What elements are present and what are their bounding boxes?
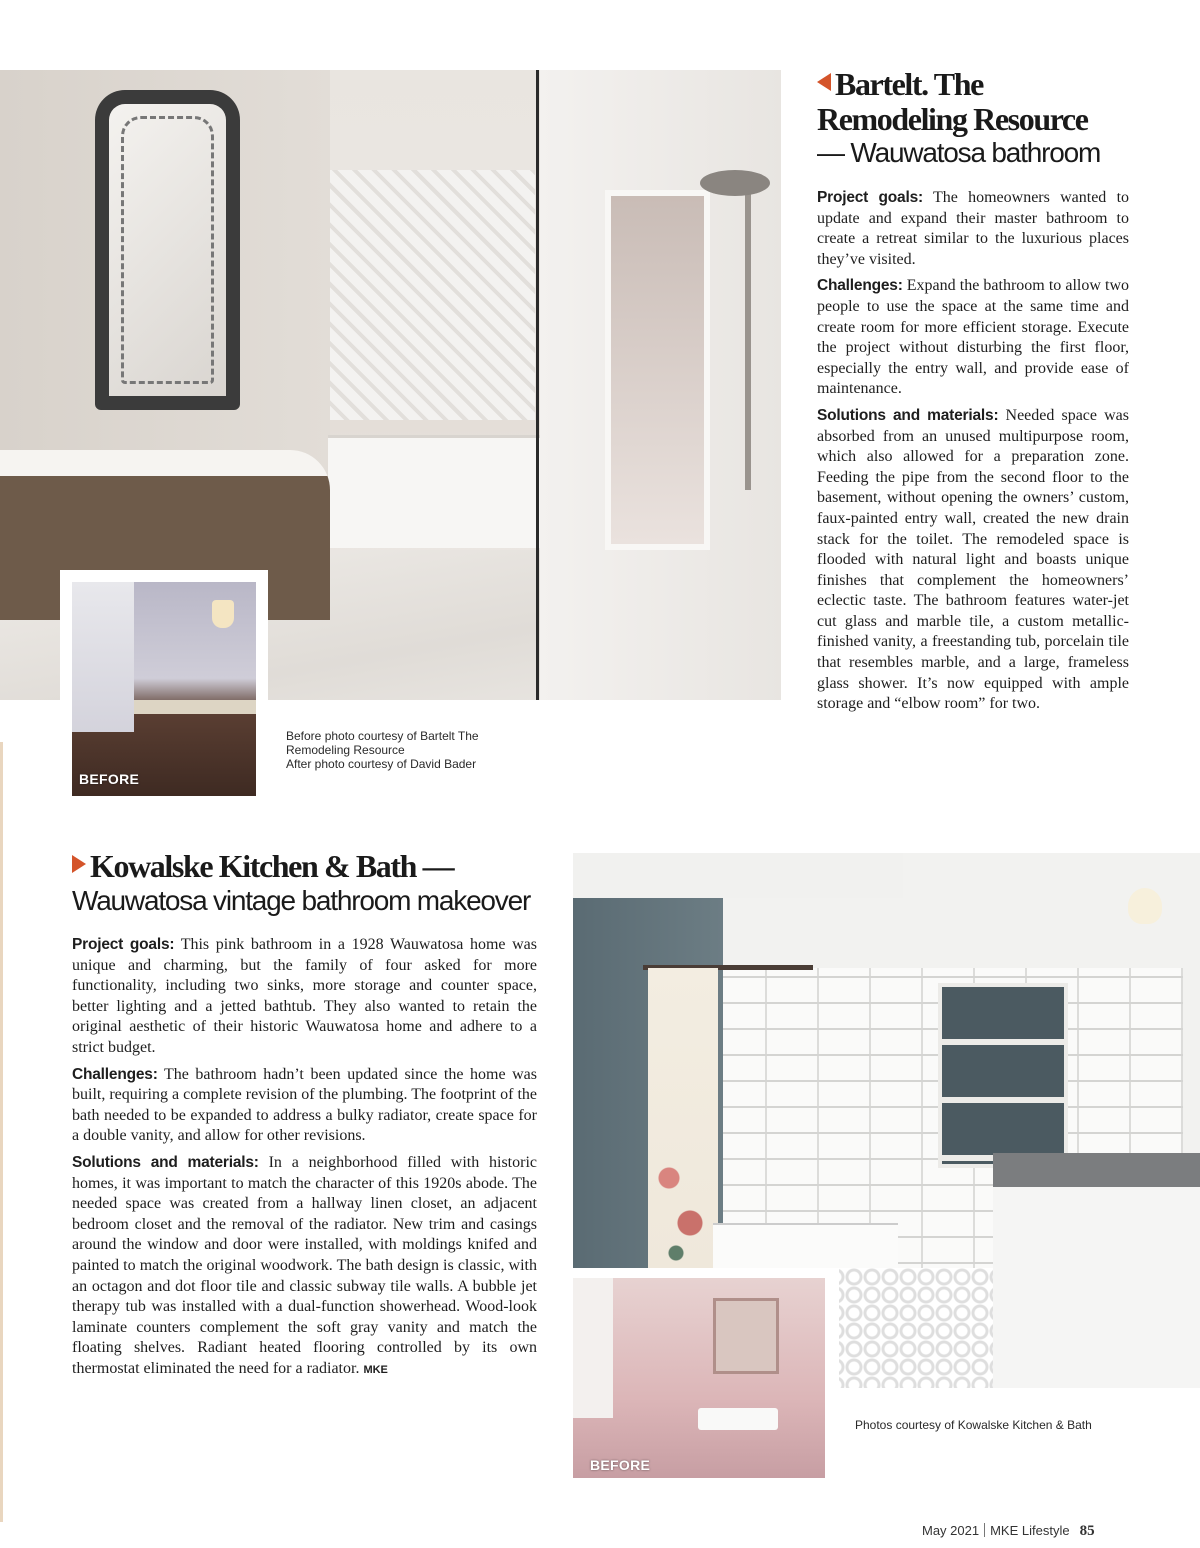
paragraph-text: In a neighborhood filled with historic homes, it was important to match the character of this 1920s abode. The needed space was created from a hallway linen closet, an adjacent bedroom closet and the removal of the radiator. New trim and casings around the window and door were installed, with moldings knifed and painted to match the original woodwork. The bath design is classic, with an octagon and dot floor tile and classic subway tile walls. A bubble jet therapy tub was installed with a dual-function showerhead. Wood-look laminate counters complement the soft gray vanity and match the floating shelves. Radiant heated flooring controlled by its own thermostat eliminated the need for a radiator.: [72, 1153, 538, 1377]
paragraph-text: The homeowners wanted to update and expand their master bathroom to create a retreat similar to the luxurious places they’ve visited.: [817, 189, 1130, 268]
showerhead: [700, 170, 770, 196]
pedestal-sink: [698, 1408, 778, 1430]
before-label: BEFORE: [79, 771, 140, 787]
lead-label: Challenges:: [72, 1065, 158, 1083]
page-edge-strip: [0, 742, 3, 1522]
divider: [984, 1523, 985, 1537]
floral-shower-curtain: [648, 968, 718, 1268]
lead-label: Project goals:: [817, 189, 923, 206]
section-title-bartelt-line2: Remodeling Resource: [817, 101, 1088, 137]
triangle-right-icon: [72, 855, 86, 873]
sconce: [212, 600, 234, 628]
before-label: BEFORE: [590, 1457, 651, 1473]
section-subtitle-kowalske: Wauwatosa vintage bathroom makeover: [72, 885, 531, 916]
section-subtitle-bartelt: — Wauwatosa bathroom: [817, 137, 1101, 168]
triangle-left-icon: [817, 73, 831, 91]
section-title-kowalske: [72, 848, 453, 884]
paragraph-project-goals: [817, 188, 1129, 270]
before-photo-bartelt: [60, 570, 268, 802]
wall-sconce: [1128, 888, 1162, 924]
section-title-bartelt: [817, 66, 983, 102]
floating-shelves-niche: [938, 983, 1068, 1168]
page-footer: [922, 1523, 1095, 1540]
end-signature: MKE: [363, 1363, 388, 1376]
issue-date: May 2021: [922, 1523, 980, 1538]
lead-label: Challenges:: [817, 277, 903, 295]
magazine-name: MKE Lifestyle: [990, 1523, 1070, 1538]
mirror: [713, 1298, 779, 1374]
page-number: 85: [1079, 1523, 1095, 1539]
window: [72, 582, 134, 732]
title-line-1: Bartelt. The: [835, 66, 983, 102]
frosted-glass-door: [605, 190, 710, 550]
freestanding-tub: [328, 435, 543, 548]
before-photo-image: [573, 1278, 825, 1478]
window: [573, 1278, 613, 1418]
glass-shower-frame: [536, 70, 539, 700]
paragraph-text: Expand the bathroom to allow two people to use the space at the same time and create room for more efficient storage. Execute the project without disturbing the first floor, especially the entry wall, and provide ease of maintenance.: [817, 277, 1130, 398]
lead-label: Solutions and materials:: [817, 406, 999, 424]
title-text: Kowalske Kitchen & Bath —: [90, 848, 454, 884]
paragraph-solutions: [817, 406, 1129, 715]
ceiling: [573, 853, 903, 898]
paragraph-challenges: [817, 276, 1129, 400]
gray-vanity: [993, 1153, 1200, 1388]
paragraph-project-goals: [72, 935, 537, 1059]
lead-label: Solutions and materials:: [72, 1153, 259, 1171]
paragraph-solutions: [72, 1153, 537, 1381]
article-body-kowalske: [72, 935, 537, 1386]
paragraph-text: Needed space was absorbed from an unused multipurpose room, which also allowed for a preparation zone. Feeding the pipe from the second floor to the basement, without opening the owners’ custom, faux-painted entry wall, created the new drain stack for the toilet. The remodeled space is flooded with natural light and boasts unique finishes that complement the homeowners’ eclectic taste. The bathroom features water-jet cut glass and marble tile, a custom metallic-finished vanity, a freestanding tub, porcelain tile that resembles marble, and a large, frameless glass shower. It’s now equipped with ample storage and “elbow room” for two.: [817, 406, 1129, 713]
venetian-mirror: [95, 90, 240, 410]
photo-credit-caption: [286, 729, 526, 771]
lead-label: Project goals:: [72, 936, 175, 953]
caption-line: Remodeling Resource: [286, 743, 405, 757]
jetted-tub: [713, 1223, 898, 1270]
photo-credit-caption: Photos courtesy of Kowalske Kitchen & Bath: [855, 1418, 1092, 1432]
counter: [134, 700, 256, 714]
paragraph-text: This pink bathroom in a 1928 Wauwatosa home was unique and charming, but the family of four asked for more functionality, including two sinks, more storage and counter space, better lighting and a jetted bathtub. They also wanted to retain the original aesthetic of their historic Wauwatosa home and adhere to a strict budget.: [72, 936, 537, 1056]
caption-line: After photo courtesy of David Bader: [286, 757, 477, 771]
decorative-window: [330, 170, 535, 420]
paragraph-challenges: [72, 1065, 537, 1147]
before-photo-kowalske: [573, 1268, 839, 1480]
article-body-bartelt: [817, 188, 1129, 721]
paragraph-text: The bathroom hadn’t been updated since the home was built, requiring a complete revision of the plumbing. The footprint of the bath needed to be expanded to address a bulky radiator, create space for a double vanity, and allow for other revisions.: [72, 1065, 538, 1145]
shower-pipe: [745, 180, 751, 490]
before-photo-image: [72, 582, 256, 796]
caption-line: Before photo courtesy of Bartelt The: [286, 729, 479, 743]
